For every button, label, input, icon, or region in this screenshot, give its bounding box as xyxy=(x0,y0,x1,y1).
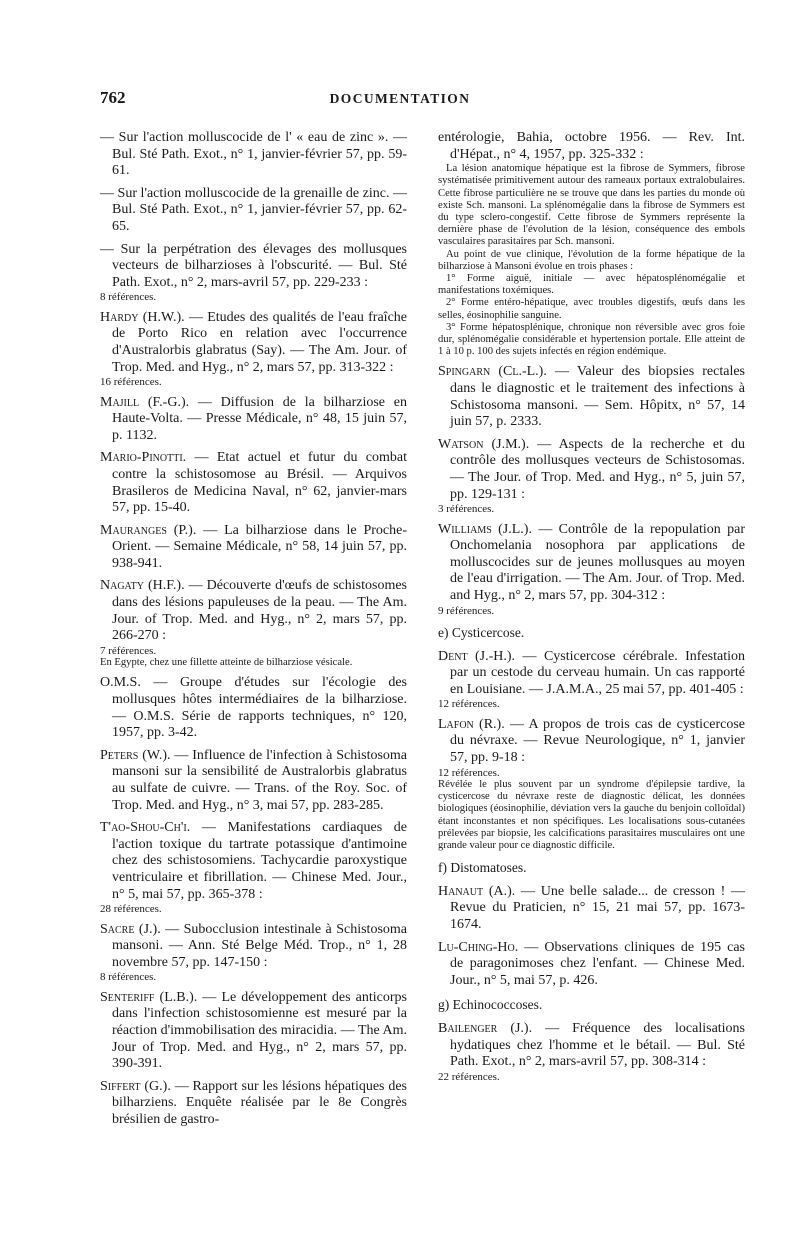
entry-body: — Subocclusion intestinale à Schistosoma mansoni. — Ann. Sté Belge Méd. Trop., n° 1, 28 novembre 57, pp. 147-150 : xyxy=(112,921,407,970)
entry-body: — Découverte d'œufs de schistosomes dans des lésions papuleuses de la peau. — The Am. Jour. of Trop. Med. and Hyg., n° 2, mars 57, pp. 266-270 : xyxy=(112,578,407,644)
entry-body: — Valeur des biopsies rectales dans le diagnostic et le traitement des infections à Schistosoma mansoni. — Sem. Hôpitx, n° 57, 14 juin 57, p. 2333. xyxy=(450,364,746,430)
entry-reference-count: 12 références. xyxy=(438,698,500,711)
entry-reference-count: 8 références. xyxy=(100,291,157,304)
bibliography-entry xyxy=(100,242,407,304)
entry-author: Mauranges (P.). xyxy=(100,522,197,538)
entry-body: — Contrôle de la repopulation par Onchomelania nosophora par applications de molluscocides sur de jeunes mollusques au moyen de l'eau d'irrigation. — The Am. Jour. of Trop. Med. and Hyg., n° 2, mars 57, pp. 304-312 : xyxy=(450,521,746,603)
entry-author: Spingarn (Cl.-L.). xyxy=(438,364,547,380)
bibliography-entry xyxy=(100,675,407,741)
entry-body: — Une belle salade... de cresson ! — Revue du Praticien, n° 15, 21 mai 57, pp. 1673-1674. xyxy=(450,883,746,932)
entry-author: Hanaut (A.). xyxy=(438,883,516,899)
entry-body: — Etudes des qualités de l'eau fraîche de Porto Rico en relation avec l'occurrence d'Australorbis glabratus (Say). — The Am. Jour. of Trop. Med. and Hyg., n° 2, mars 57, pp. 313-322 : xyxy=(112,309,407,375)
entry-author: Lafon (R.). xyxy=(438,716,505,732)
entry-reference-count: 16 références. xyxy=(100,376,162,389)
bibliography-entry xyxy=(100,748,407,814)
entry-body: — Sur l'action molluscocide de l' « eau de zinc ». — Bul. Sté Path. Exot., n° 1, janvier-février 57, pp. 59-61. xyxy=(100,130,407,179)
bibliography-list xyxy=(438,1021,745,1083)
entry-citation xyxy=(100,675,407,741)
entry-author: Peters (W.). xyxy=(100,747,171,763)
bibliography-entry xyxy=(100,450,407,516)
entry-author: Majill (F.-G.). xyxy=(100,394,190,410)
bibliography-entry xyxy=(100,186,407,236)
entry-body: — Groupe d'études sur l'écologie des mollusques hôtes intermédiaires de la bilharziose. — O.M.S. Série de rapports techniques, n° 120, 1957, pp. 3-42. xyxy=(112,675,407,741)
entry-citation xyxy=(100,578,407,644)
entry-citation xyxy=(438,1021,745,1071)
bibliography-list xyxy=(438,649,745,853)
entry-author: Hardy (H.W.). xyxy=(100,309,185,325)
entry-author: Nagaty (H.F.). xyxy=(100,578,185,594)
entry-reference-count: 7 références. xyxy=(100,644,157,657)
bibliography-entry xyxy=(100,820,407,915)
entry-body: — Aspects de la recherche et du contrôle des mollusques vecteurs de Schistosomas. — The Jour. of Trop. Med. and Hyg., n° 5, juin 57, pp. 129-131 : xyxy=(450,436,745,502)
entry-body: — Cysticercose cérébrale. Infestation par un cestode du cerveau humain. Un cas rapporté en Louisiane. — J.A.M.A., 25 mai 57, pp. 401-405 : xyxy=(450,648,746,697)
entry-author: Bailenger (J.). xyxy=(438,1020,533,1036)
entry-body: — Sur la perpétration des élevages des mollusques vecteurs de bilharzioses à l'obscurité. — Bul. Sté Path. Exot., n° 2, mars-avril 57, pp. 229-233 : xyxy=(100,241,407,290)
bibliography-entry xyxy=(100,310,407,389)
bibliography-entry xyxy=(438,522,745,617)
entry-reference-count: 9 références. xyxy=(438,604,495,617)
entry-note: En Egypte, chez une fillette atteinte de bilharziose vésicale. xyxy=(100,657,353,669)
entry-citation xyxy=(100,310,407,376)
entry-citation xyxy=(438,717,745,767)
entry-citation xyxy=(100,990,407,1073)
entry-note: Révélée le plus souvent par un syndrome d'épilepsie tardive, la cysticercose du névraxe reste de diagnostic délicat, les données biologiques (éosinophilie, déviation vers la gauche du benjoin colloïdal) étant inconstantes et non spécifiques. Les localisations sous-cutanées prélevées par biopsie, les calcifications parasitaires musculaires ont une grande valeur pour ce diagnostic difficile. xyxy=(438,778,745,851)
bibliography-entry xyxy=(438,364,745,430)
bibliography-entry xyxy=(438,884,745,934)
entry-citation xyxy=(100,820,407,903)
bibliography-list xyxy=(438,884,745,990)
bibliography-entry xyxy=(100,523,407,573)
page-header xyxy=(0,88,800,112)
entry-citation xyxy=(438,884,745,934)
summary-paragraph: 2° Forme entéro-hépatique, avec troubles digestifs, œufs dans les selles, éosinophilie sanguine. xyxy=(438,297,745,321)
entry-citation xyxy=(100,523,407,573)
entry-author: Dent (J.-H.). xyxy=(438,648,516,664)
right-column xyxy=(438,130,745,1089)
bibliography-entry xyxy=(100,130,407,180)
entry-citation xyxy=(100,748,407,814)
bibliography-entry xyxy=(438,1021,745,1083)
left-column xyxy=(100,130,407,1135)
entry-reference-count: 12 références. xyxy=(438,766,500,779)
entry-body: — Influence de l'infection à Schistosoma mansoni sur la sensibilité de Australorbis glabratus au sulfate de cuivre. — Trans. of the Roy. Soc. of Trop. Med. and Hyg., n° 3, mai 57, pp. 283-285. xyxy=(112,747,408,813)
bibliography-entry xyxy=(100,395,407,445)
bibliography-entry xyxy=(100,578,407,669)
entry-body: — Le développement des anticorps dans l'infection schistosomienne est mesuré par la réaction d'immobilisation des miracidia. — The Am. Jour of Trop. Med. and Hyg., n° 2, mars 57, pp. 390-391. xyxy=(112,989,407,1072)
bibliography-entry xyxy=(438,649,745,711)
entry-reference-count: 22 références. xyxy=(438,1070,500,1083)
summary-paragraph: 1° Forme aiguë, initiale — avec hépatosplénomégalie et manifestations toxémiques. xyxy=(438,273,745,297)
entry-body: — Sur l'action molluscocide de la grenaille de zinc. — Bul. Sté Path. Exot., n° 1, janvier-février 57, pp. 62-65. xyxy=(100,185,407,234)
entry-citation xyxy=(100,130,407,180)
section-heading-distomatoses: f) Distomatoses. xyxy=(438,860,527,876)
entry-reference-count: 8 références. xyxy=(100,971,157,984)
summary-paragraph: Au point de vue clinique, l'évolution de la forme hépatique de la bilharziose à Mansoni évolue en trois phases : xyxy=(438,248,745,272)
entry-body: — La bilharziose dans le Proche-Orient. — Semaine Médicale, n° 58, 14 juin 57, pp. 938-941. xyxy=(112,522,408,571)
entry-author: Watson (J.M.). xyxy=(438,436,530,452)
section-heading-cysticercose: e) Cysticercose. xyxy=(438,624,525,640)
continued-entry: entérologie, Bahia, octobre 1956. — Rev. Int. d'Hépat., n° 4, 1957, pp. 325-332 : xyxy=(438,130,745,162)
running-title: DOCUMENTATION xyxy=(329,91,471,106)
bibliography-entry xyxy=(100,1079,407,1129)
entry-author: Senteriff (L.B.). xyxy=(100,989,198,1005)
entry-body: — Fréquence des localisations hydatiques chez l'homme et le bétail. — Bul. Sté Path. Exot., n° 2, mars-avril 57, pp. 308-314 : xyxy=(450,1020,746,1070)
entry-citation xyxy=(438,364,745,430)
entry-reference-count: 28 références. xyxy=(100,903,162,916)
summary-paragraph: 3° Forme hépatosplénique, chronique non réversible avec gros foie dur, splénomégalie considérable et hypertension portale. Elle atteint de 1 à 10 p. 100 des sujets infectés en région endémique. xyxy=(438,321,745,358)
entry-citation xyxy=(100,922,407,972)
bibliography-entry xyxy=(100,922,407,984)
entry-author: O.M.S. xyxy=(100,675,141,691)
bibliography-entry xyxy=(438,437,745,516)
bibliography-list xyxy=(438,364,745,617)
entry-citation xyxy=(438,522,745,605)
entry-citation xyxy=(100,1079,407,1129)
entry-citation xyxy=(100,242,407,292)
entry-citation xyxy=(438,437,745,503)
entry-body: — Etat actuel et futur du combat contre la schistosomose au Brésil. — Arquivos Brasileros de Medicina Naval, n° 62, janvier-mars 57, pp. 15-40. xyxy=(112,450,408,516)
entry-author: Lu-Ching-Ho. xyxy=(438,939,519,955)
entry-author: Mario-Pinotti. xyxy=(100,450,187,466)
entry-reference-count: 3 références. xyxy=(438,503,495,516)
entry-body: — A propos de trois cas de cysticercose du névraxe. — Revue Neurologique, n° 1, janvier 57, pp. 9-18 : xyxy=(450,716,746,765)
entry-citation xyxy=(100,450,407,516)
entry-citation xyxy=(438,940,745,990)
entry-citation xyxy=(100,395,407,445)
entry-body: — Manifestations cardiaques de l'action toxique du tartrate potassique d'antimoine chez des schistosomiens. Tachycardie paroxystique ventriculaire et fibrillation. — Chinese Med. Jour., n° 5, mai 57, pp. 365-378 : xyxy=(112,820,407,902)
bibliography-entry xyxy=(438,717,745,852)
entry-author: T'ao-Shou-Ch'i. xyxy=(100,820,191,836)
entry-body: — Observations cliniques de 195 cas de paragonimoses chez l'enfant. — Chinese Med. Jour., n° 5, mai 57, p. 426. xyxy=(450,939,746,988)
entry-author: Siffert (G.). xyxy=(100,1078,171,1094)
bibliography-entry xyxy=(438,940,745,990)
entry-citation xyxy=(100,186,407,236)
entry-body: — Diffusion de la bilharziose en Haute-Volta. — Presse Médicale, n° 48, 15 juin 57, p. 1132. xyxy=(112,394,407,443)
page-number: 762 xyxy=(100,88,126,107)
entry-author: Williams (J.L.). xyxy=(438,521,532,537)
entry-author: Sacre (J.). xyxy=(100,921,161,937)
summary-paragraph: La lésion anatomique hépatique est la fibrose de Symmers, fibrose systématisée primitivement autour des rameaux portaux extralobulaires. Cette fibrose particulière ne se trouve que dans les parties du monde où existe Sch. mansoni. La splénomégalie dans la fibrose de Symmers est du type sclero-congestif. Cette fibrose de Symmers représente la dernière phase de l'évolution de la lésion, conséquence des embols vasculaires parasitaires par Sch. mansoni. xyxy=(438,163,745,248)
entry-body: — Rapport sur les lésions hépatiques des bilharziens. Enquête réalisée par le 8e Congrès brésilien de gastro- xyxy=(112,1078,408,1127)
bibliography-entry xyxy=(100,990,407,1073)
entry-summary xyxy=(438,163,745,358)
section-heading-echinococcoses: g) Echinococcoses. xyxy=(438,997,543,1013)
entry-citation xyxy=(438,649,745,699)
